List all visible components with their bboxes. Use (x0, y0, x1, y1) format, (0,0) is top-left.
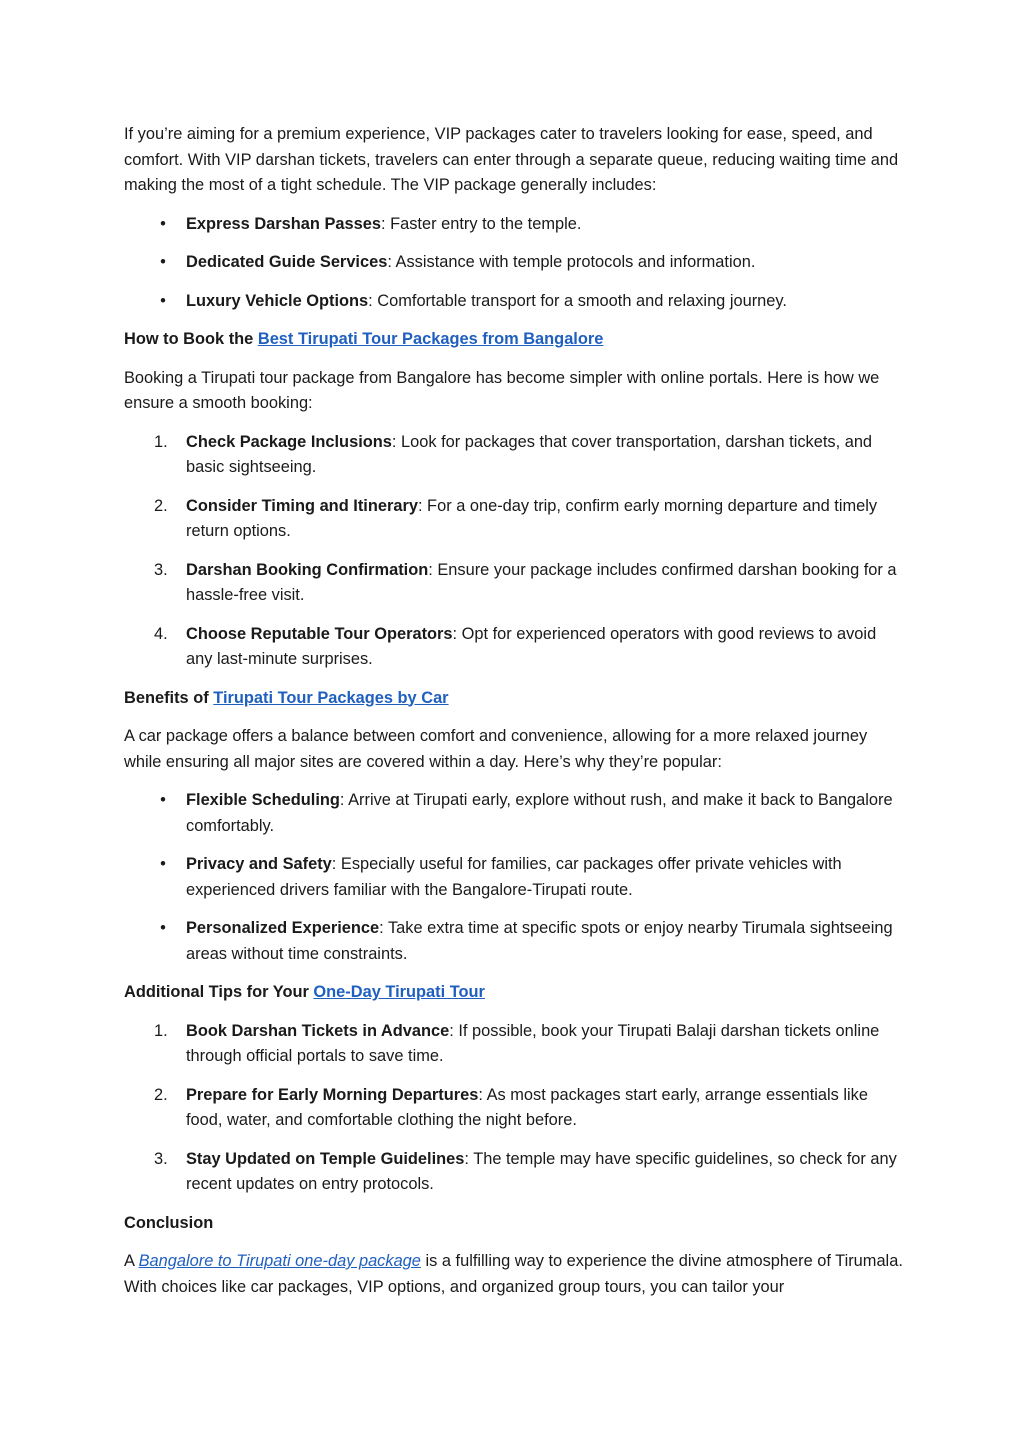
list-item (124, 289, 904, 315)
list-item-term: Stay Updated on Temple Guidelines (186, 1149, 465, 1168)
benefits-list (124, 788, 904, 967)
conclusion-prefix: A (124, 1252, 139, 1270)
list-item (124, 558, 904, 609)
list-item (124, 250, 904, 276)
list-item-term: Choose Reputable Tour Operators (186, 624, 453, 643)
list-item-desc: : The temple may have specific guidelines, so check for any recent updates on entry protocols. (186, 1149, 897, 1193)
list-number: 3. (154, 1149, 168, 1168)
list-item-term: Book Darshan Tickets in Advance (186, 1021, 450, 1040)
list-item-term: Prepare for Early Morning Departures (186, 1085, 479, 1104)
document-page (124, 122, 904, 1313)
list-item-desc: : For a one-day trip, confirm early morning departure and timely return options. (186, 496, 878, 540)
vip-package-list (124, 212, 904, 315)
list-item-desc: : Comfortable transport for a smooth and relaxing journey. (368, 291, 787, 310)
list-item-desc: : Look for packages that cover transportation, darshan tickets, and basic sightseeing. (186, 432, 873, 476)
conclusion-text: is a fulfilling way to experience the divine atmosphere of Tirumala. With choices like car packages, VIP options, and organized group tours, you can tailor your (124, 1252, 903, 1296)
best-tirupati-packages-link[interactable]: Best Tirupati Tour Packages from Bangalore (257, 330, 604, 348)
list-number: 2. (154, 496, 168, 515)
list-item-term: Luxury Vehicle Options (186, 291, 369, 310)
list-item-term: Consider Timing and Itinerary (186, 496, 418, 515)
list-number: 1. (154, 1021, 168, 1040)
list-number: 4. (154, 624, 168, 643)
heading-text: Benefits of (124, 688, 214, 707)
list-item (124, 788, 904, 839)
list-item (124, 1083, 904, 1134)
list-item-term: Darshan Booking Confirmation (186, 560, 429, 579)
list-item (124, 1019, 904, 1070)
conclusion-paragraph (124, 1249, 904, 1300)
list-item-desc: : Opt for experienced operators with good reviews to avoid any last-minute surprises. (186, 624, 877, 668)
bullet-icon: • (160, 253, 166, 271)
tirupati-packages-by-car-link[interactable]: Tirupati Tour Packages by Car (213, 688, 449, 707)
list-item (124, 916, 904, 967)
list-item-desc: : Take extra time at specific spots or enjoy nearby Tirumala sightseeing areas without time constraints. (186, 919, 893, 963)
intro-paragraph: If you’re aiming for a premium experience, VIP packages cater to travelers looking for ease, speed, and comfort. With VIP darshan tickets, travelers can enter through a separate queue, reducing waiting time and making the most of a tight schedule. The VIP package generally includes: (124, 125, 899, 194)
list-item (124, 1147, 904, 1198)
bangalore-to-tirupati-package-link[interactable]: Bangalore to Tirupati one-day package (138, 1252, 421, 1270)
list-item-term: Express Darshan Passes (186, 214, 381, 233)
booking-steps-list (124, 430, 904, 673)
list-item-desc: : Arrive at Tirupati early, explore without rush, and make it back to Bangalore comfortably. (186, 791, 893, 835)
tips-list (124, 1019, 904, 1198)
list-item (124, 494, 904, 545)
list-item-desc: : Especially useful for families, car packages offer private vehicles with experienced drivers familiar with the Bangalore-Tirupati route. (186, 855, 842, 899)
bullet-icon: • (160, 291, 166, 310)
list-item-desc: : If possible, book your Tirupati Balaji darshan tickets online through official portals to save time. (186, 1021, 880, 1065)
benefits-heading (124, 686, 904, 712)
heading-text: Additional Tips for Your (124, 983, 314, 1001)
list-item-term: Flexible Scheduling (186, 791, 340, 809)
benefits-paragraph: A car package offers a balance between comfort and convenience, allowing for a more relaxed journey while ensuring all major sites are covered within a day. Here’s why they’re popular: (124, 727, 868, 771)
booking-paragraph: Booking a Tirupati tour package from Bangalore has become simpler with online portals. Here is how we ensure a smooth booking: (124, 368, 880, 412)
bullet-icon: • (160, 791, 166, 809)
list-item-desc: : As most packages start early, arrange essentials like food, water, and comfortable clothing the night before. (186, 1085, 868, 1129)
list-item (124, 852, 904, 903)
tips-heading (124, 980, 904, 1006)
list-item-term: Privacy and Safety (186, 855, 332, 873)
bullet-icon: • (160, 855, 166, 873)
list-number: 2. (154, 1085, 168, 1104)
list-item (124, 622, 904, 673)
list-item-term: Check Package Inclusions (186, 432, 392, 451)
list-item-desc: : Faster entry to the temple. (381, 214, 582, 233)
list-item-term: Personalized Experience (186, 919, 380, 937)
list-item (124, 430, 904, 481)
list-item-desc: : Ensure your package includes confirmed darshan booking for a hassle-free visit. (186, 560, 897, 604)
conclusion-heading: Conclusion (124, 1213, 214, 1232)
one-day-tirupati-tour-link[interactable]: One-Day Tirupati Tour (313, 983, 485, 1001)
bullet-icon: • (160, 214, 166, 233)
booking-heading (124, 327, 904, 353)
heading-text: How to Book the (124, 330, 258, 348)
bullet-icon: • (160, 919, 166, 937)
list-item-desc: : Assistance with temple protocols and information. (387, 253, 756, 271)
list-number: 3. (154, 560, 168, 579)
list-item-term: Dedicated Guide Services (186, 253, 388, 271)
list-number: 1. (154, 432, 168, 451)
list-item (124, 212, 904, 238)
